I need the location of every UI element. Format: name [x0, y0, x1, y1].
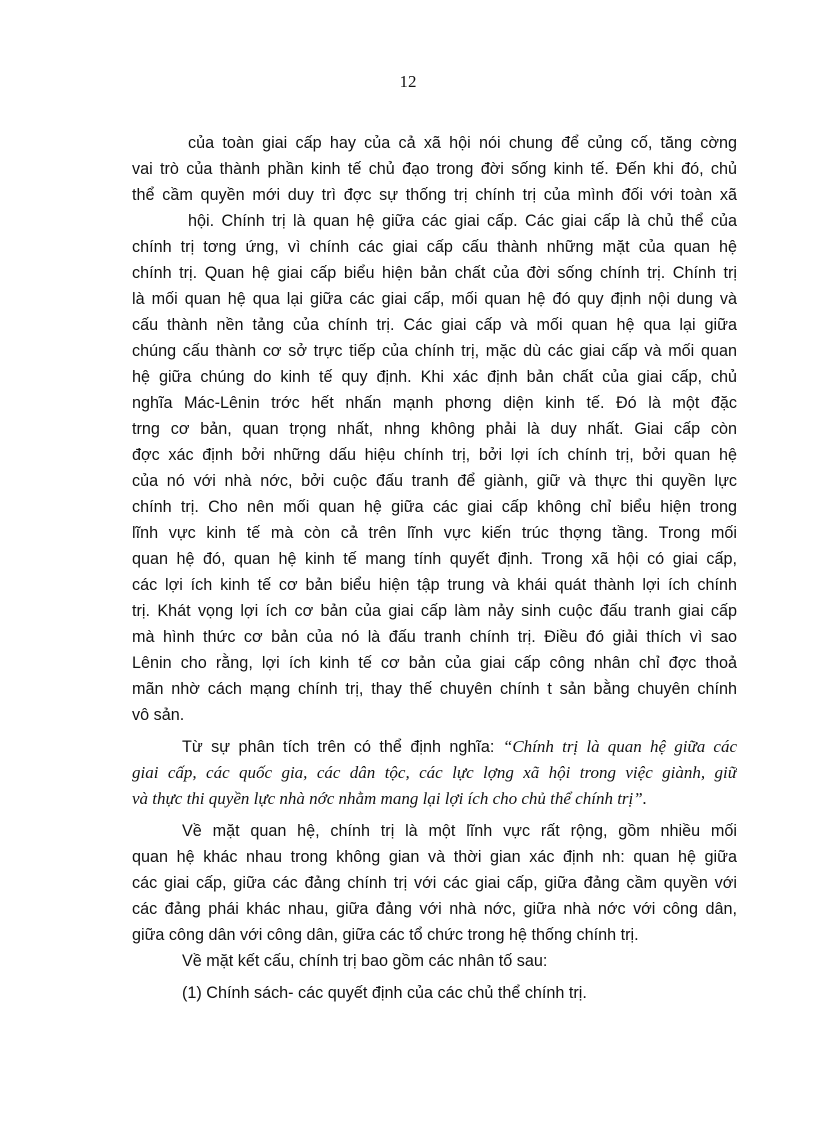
text-line: thể cầm quyền mới duy trì đợc sự thống trị chính trị của mình đối với toàn xã [132, 186, 737, 204]
text-line: đợc xác định bởi những dấu hiệu chính trị, bởi lợi ích chính trị, bởi quan hệ [132, 446, 737, 464]
text-line: chính trị. Quan hệ giai cấp biểu hiện bản chất của đời sống chính trị. Chính trị [132, 264, 737, 282]
text-line: của nó với nhà nớc, bởi cuộc đấu tranh để giành, giữ và thực thi quyền lực [132, 472, 737, 490]
text-line: nghĩa Mác-Lênin trớc hết nhấn mạnh phơng diện kinh tế. Đó là một đặc [132, 394, 737, 412]
list-item: (1) Chính sách- các quyết định của các chủ thể chính trị. [182, 984, 587, 1002]
text-line: hệ giữa chúng do kinh tế quy định. Khi xác định bản chất của giai cấp, chủ [132, 368, 737, 386]
text-line: vô sản. [132, 706, 185, 724]
text-line: các đảng phái khác nhau, giữa đảng với nhà nớc, giữa nhà nớc với công dân, [132, 900, 737, 918]
text-line: quan hệ khác nhau trong không gian và thời gian xác định nh: quan hệ giữa [132, 848, 737, 866]
text-line: chúng cấu thành cơ sở trực tiếp của chính trị, mặc dù các giai cấp và mối quan [132, 342, 737, 360]
definition-quote-line: giai cấp, các quốc gia, các dân tộc, các lực lợng xã hội trong việc giành, giữ [132, 763, 737, 782]
text-line: trng cơ bản, quan trọng nhất, nhng không phải là duy nhất. Giai cấp còn [132, 420, 737, 438]
text-line: là mối quan hệ qua lại giữa các giai cấp, mối quan hệ đó quy định nội dung và [132, 290, 737, 308]
text-line: trị. Khát vọng lợi ích cơ bản của giai cấp làm nảy sinh cuộc đấu tranh giai cấp [132, 602, 737, 620]
document-body [132, 130, 737, 1006]
definition-quote-line: và thực thi quyền lực nhà nớc nhằm mang lại lợi ích cho chủ thể chính trị”. [132, 789, 647, 808]
text-line: Về mặt kết cấu, chính trị bao gồm các nhân tố sau: [182, 952, 548, 970]
page-number: 12 [399, 72, 417, 91]
text-line: chính trị tơng ứng, vì chính các giai cấp cấu thành những mặt của quan hệ [132, 238, 737, 256]
text-line: giữa công dân với công dân, giữa các tổ chức trong hệ thống chính trị. [132, 926, 639, 944]
text-line: các lợi ích kinh tế cơ bản biểu hiện tập trung và khái quát thành lợi ích chính [132, 576, 737, 594]
text-line: quan hệ đó, quan hệ kinh tế mang tính quyết định. Trong xã hội có giai cấp, [132, 550, 737, 568]
text-line: các giai cấp, giữa các đảng chính trị với các giai cấp, giữa đảng cầm quyền với [132, 874, 737, 892]
text-line: chính trị. Cho nên mối quan hệ giữa các giai cấp không chỉ biểu hiện trong [132, 498, 737, 516]
text-line: của toàn giai cấp hay của cả xã hội nói chung để củng cố, tăng cờng [188, 134, 737, 152]
text-line: hội. Chính trị là quan hệ giữa các giai cấp. Các giai cấp là chủ thể của [188, 212, 737, 230]
definition-line [132, 734, 737, 760]
definition-lead: Từ sự phân tích trên có thể định nghĩa: [182, 738, 503, 756]
text-line: Về mặt quan hệ, chính trị là một lĩnh vực rất rộng, gồm nhiều mối [182, 822, 737, 840]
text-line: mà hình thức cơ bản của nó là đấu tranh chính trị. Điều đó giải thích vì sao [132, 628, 737, 646]
definition-quote: “Chính trị là quan hệ giữa các [502, 737, 737, 756]
text-line: mãn nhờ cách mạng chính trị, thay thế chuyên chính t sản bằng chuyên chính [132, 680, 737, 698]
text-line: Lênin cho rằng, lợi ích kinh tế cơ bản của giai cấp công nhân chỉ đợc thoả [132, 654, 737, 672]
text-line: vai trò của thành phần kinh tế chủ đạo trong đời sống kinh tế. Đến khi đó, chủ [132, 160, 737, 178]
text-line: cấu thành nền tảng của chính trị. Các giai cấp và mối quan hệ qua lại giữa [132, 316, 737, 334]
text-line: lĩnh vực kinh tế mà còn cả trên lĩnh vực kiến trúc thợng tầng. Trong mối [132, 524, 737, 542]
